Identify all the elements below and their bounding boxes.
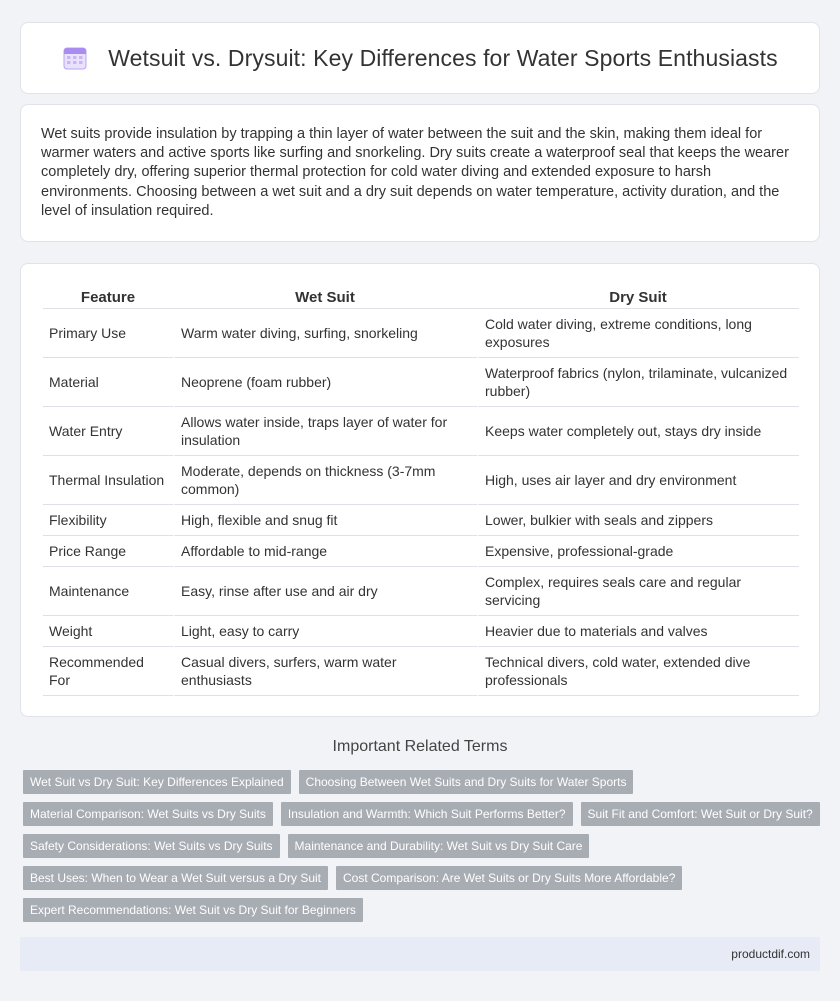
table-cell-feature: Material (43, 358, 173, 407)
intro-card (20, 104, 820, 242)
table-cell-dry-suit: High, uses air layer and dry environment (477, 456, 799, 505)
table-cell-wet-suit: Light, easy to carry (173, 616, 477, 647)
table-cell-wet-suit: Moderate, depends on thickness (3-7mm common) (173, 456, 477, 505)
table-row (43, 536, 799, 567)
comparison-table (43, 280, 799, 696)
table-row (43, 309, 799, 358)
table-cell-dry-suit: Cold water diving, extreme conditions, long exposures (477, 309, 799, 358)
table-cell-feature: Primary Use (43, 309, 173, 358)
comparison-table-card (20, 263, 820, 717)
table-cell-wet-suit: Affordable to mid-range (173, 536, 477, 567)
table-header-row (43, 280, 799, 309)
intro-text: Wet suits provide insulation by trapping a thin layer of water between the suit and the skin, making them ideal for warmer waters and active sports like surfing and snorkeling. Dry suits create a waterproof seal that keeps the wearer completely dry, offering superior thermal protection for cold water diving and extended exposure to harsh environments. Choosing between a wet suit and a dry suit depends on water temperature, activity duration, and the level of insulation required. (41, 126, 789, 219)
footer (20, 937, 820, 971)
calendar-grid-icon (62, 45, 88, 71)
table-cell-dry-suit: Technical divers, cold water, extended dive professionals (477, 647, 799, 696)
table-cell-feature: Price Range (43, 536, 173, 567)
related-term-tag[interactable]: Insulation and Warmth: Which Suit Performs Better? (281, 802, 573, 826)
related-term-tag[interactable]: Expert Recommendations: Wet Suit vs Dry Suit for Beginners (23, 898, 363, 922)
table-row (43, 407, 799, 456)
table-cell-dry-suit: Complex, requires seals care and regular servicing (477, 567, 799, 616)
related-terms-row (23, 866, 823, 890)
related-term-tag[interactable]: Maintenance and Durability: Wet Suit vs Dry Suit Care (288, 834, 590, 858)
related-terms-row (23, 770, 823, 794)
table-row (43, 567, 799, 616)
table-cell-feature: Weight (43, 616, 173, 647)
footer-site[interactable]: productdif.com (731, 947, 810, 961)
page-title: Wetsuit vs. Drysuit: Key Differences for Water Sports Enthusiasts (108, 44, 778, 71)
related-terms-title: Important Related Terms (332, 738, 508, 755)
table-cell-dry-suit: Keeps water completely out, stays dry inside (477, 407, 799, 456)
table-cell-dry-suit: Lower, bulkier with seals and zippers (477, 505, 799, 536)
table-row (43, 505, 799, 536)
table-row (43, 647, 799, 696)
table-cell-dry-suit: Expensive, professional-grade (477, 536, 799, 567)
table-cell-feature: Water Entry (43, 407, 173, 456)
column-header-dry-suit: Dry Suit (477, 280, 799, 309)
table-cell-wet-suit: High, flexible and snug fit (173, 505, 477, 536)
related-terms-row (23, 834, 823, 858)
related-terms-list (23, 770, 823, 930)
table-cell-feature: Recommended For (43, 647, 173, 696)
related-term-tag[interactable]: Safety Considerations: Wet Suits vs Dry Suits (23, 834, 280, 858)
related-term-tag[interactable]: Wet Suit vs Dry Suit: Key Differences Explained (23, 770, 291, 794)
related-term-tag[interactable]: Choosing Between Wet Suits and Dry Suits for Water Sports (299, 770, 634, 794)
table-cell-feature: Flexibility (43, 505, 173, 536)
table-row (43, 456, 799, 505)
table-cell-wet-suit: Allows water inside, traps layer of water for insulation (173, 407, 477, 456)
related-term-tag[interactable]: Suit Fit and Comfort: Wet Suit or Dry Suit? (581, 802, 820, 826)
table-cell-feature: Maintenance (43, 567, 173, 616)
related-terms-row (23, 802, 823, 826)
table-cell-wet-suit: Warm water diving, surfing, snorkeling (173, 309, 477, 358)
column-header-wet-suit: Wet Suit (173, 280, 477, 309)
table-cell-dry-suit: Waterproof fabrics (nylon, trilaminate, vulcanized rubber) (477, 358, 799, 407)
header-card (20, 22, 820, 94)
table-cell-dry-suit: Heavier due to materials and valves (477, 616, 799, 647)
table-row (43, 358, 799, 407)
table-cell-wet-suit: Neoprene (foam rubber) (173, 358, 477, 407)
related-term-tag[interactable]: Material Comparison: Wet Suits vs Dry Suits (23, 802, 273, 826)
table-row (43, 616, 799, 647)
related-term-tag[interactable]: Best Uses: When to Wear a Wet Suit versus a Dry Suit (23, 866, 328, 890)
related-term-tag[interactable]: Cost Comparison: Are Wet Suits or Dry Suits More Affordable? (336, 866, 682, 890)
table-cell-wet-suit: Easy, rinse after use and air dry (173, 567, 477, 616)
related-terms-row (23, 898, 823, 922)
column-header-feature: Feature (43, 280, 173, 309)
table-cell-feature: Thermal Insulation (43, 456, 173, 505)
table-cell-wet-suit: Casual divers, surfers, warm water enthusiasts (173, 647, 477, 696)
